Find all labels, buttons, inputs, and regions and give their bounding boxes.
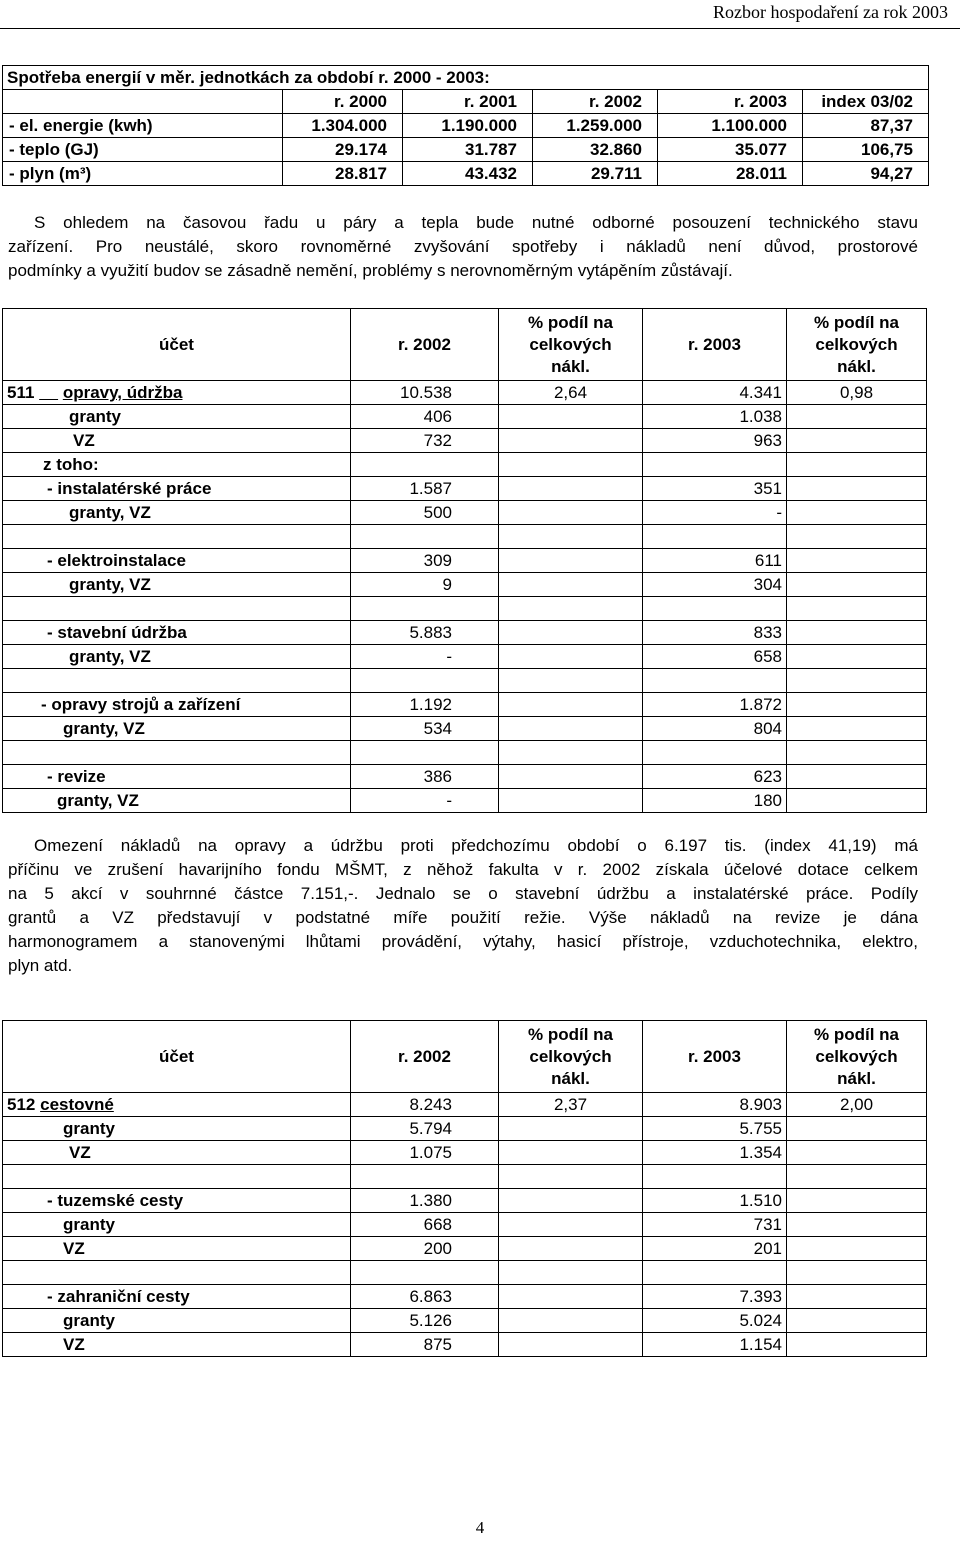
energy-title: Spotřeba energií v měr. jednotkách za období r. 2000 - 2003: (3, 66, 929, 90)
table-row (3, 1309, 927, 1333)
share-2003 (787, 549, 927, 573)
table-row (3, 741, 927, 765)
table-row (3, 453, 927, 477)
table-row (3, 621, 927, 645)
share-2002 (499, 1213, 643, 1237)
value-2003: 658 (643, 645, 787, 669)
row-label: granty, VZ (3, 573, 351, 597)
header-share-line: nákl. (837, 1068, 876, 1088)
share-2002 (499, 621, 643, 645)
paragraph-energy-note-cont (8, 235, 918, 283)
value-2002: 500 (351, 501, 499, 525)
table-header-row (3, 309, 927, 381)
row-label: - opravy strojů a zařízení (3, 693, 351, 717)
share-2003 (787, 1213, 927, 1237)
energy-value: 28.817 (283, 162, 403, 186)
paragraph-repairs-note (34, 834, 918, 858)
row-label: z toho: (3, 453, 351, 477)
share-2003 (787, 645, 927, 669)
value-2003: 8.903 (643, 1093, 787, 1117)
share-2002 (499, 645, 643, 669)
share-2002 (499, 717, 643, 741)
share-2003 (787, 717, 927, 741)
row-label (3, 1165, 351, 1189)
table-row (3, 1189, 927, 1213)
value-2003 (643, 1165, 787, 1189)
account-name: cestovné (40, 1095, 114, 1114)
header-share-line: nákl. (551, 1068, 590, 1088)
header-share-2002 (499, 309, 643, 381)
paragraph-energy-note (34, 211, 918, 235)
row-label (3, 525, 351, 549)
table-row (3, 669, 927, 693)
share-2003 (787, 1309, 927, 1333)
value-2002: 534 (351, 717, 499, 741)
header-share-line: nákl. (551, 356, 590, 376)
value-2003: 180 (643, 789, 787, 813)
share-2002 (499, 405, 643, 429)
value-2002: 875 (351, 1333, 499, 1357)
table-header-row (3, 1021, 927, 1093)
share-2003 (787, 453, 927, 477)
row-label: - instalatérské práce (3, 477, 351, 501)
energy-value: 29.174 (283, 138, 403, 162)
table-row (3, 645, 927, 669)
energy-header-row (3, 90, 929, 114)
account-number: 511 (7, 383, 35, 402)
share-2003 (787, 693, 927, 717)
row-label: VZ (3, 429, 351, 453)
share-2002: 2,64 (499, 381, 643, 405)
value-2002: 5.794 (351, 1117, 499, 1141)
value-2002: 5.883 (351, 621, 499, 645)
energy-value: 32.860 (533, 138, 658, 162)
row-label: - revize (3, 765, 351, 789)
share-2003 (787, 1261, 927, 1285)
row-label (3, 381, 351, 405)
share-2003 (787, 741, 927, 765)
share-2003 (787, 597, 927, 621)
header-share-2003 (787, 309, 927, 381)
row-label: granty (3, 1213, 351, 1237)
share-2003 (787, 669, 927, 693)
paragraph-line: příčinu ve zrušení havarijního fondu MŠMT, z něhož fakulta v r. 2002 získala účelové dotace celkem (8, 860, 918, 879)
account-separator (34, 383, 62, 402)
share-2002 (499, 549, 643, 573)
table-row (3, 477, 927, 501)
value-2003: 1.354 (643, 1141, 787, 1165)
paragraph-line: S ohledem na časovou řadu u páry a tepla bude nutné odborné posouzení technického stavu (34, 213, 918, 232)
header-share-2003 (787, 1021, 927, 1093)
value-2003: 623 (643, 765, 787, 789)
running-header: Rozbor hospodaření za rok 2003 (713, 2, 948, 22)
value-2002 (351, 1261, 499, 1285)
energy-row-label: - teplo (GJ) (3, 138, 283, 162)
value-2002: 1.380 (351, 1189, 499, 1213)
value-2003: 201 (643, 1237, 787, 1261)
table-row (3, 1141, 927, 1165)
value-2003: 1.038 (643, 405, 787, 429)
header-share-line: % podíl na (528, 312, 613, 332)
paragraph-line: podmínky a využití budov se zásadně nemění, problémy s nerovnoměrným vytápěním zůstávají. (8, 261, 733, 280)
table-row (3, 1165, 927, 1189)
header-share-line: % podíl na (814, 312, 899, 332)
value-2003: 833 (643, 621, 787, 645)
share-2002 (499, 1117, 643, 1141)
table-row (3, 381, 927, 405)
share-2003 (787, 573, 927, 597)
value-2002 (351, 525, 499, 549)
row-label: VZ (3, 1333, 351, 1357)
share-2002 (499, 1141, 643, 1165)
energy-index: 87,37 (803, 114, 929, 138)
value-2002 (351, 453, 499, 477)
share-2002 (499, 597, 643, 621)
table-row (3, 1261, 927, 1285)
header-share-line: celkových (529, 1046, 612, 1066)
table-row (3, 1333, 927, 1357)
energy-table (2, 65, 929, 186)
energy-col-header: r. 2000 (283, 90, 403, 114)
value-2003 (643, 741, 787, 765)
share-2002 (499, 1261, 643, 1285)
table-account-511 (2, 308, 927, 813)
share-2002 (499, 669, 643, 693)
value-2002: 8.243 (351, 1093, 499, 1117)
header-year-2003: r. 2003 (643, 309, 787, 381)
value-2002 (351, 741, 499, 765)
table-row (3, 789, 927, 813)
paragraph-line: plyn atd. (8, 956, 73, 975)
table-row (3, 1117, 927, 1141)
header-year-2002: r. 2002 (351, 309, 499, 381)
value-2003 (643, 1261, 787, 1285)
row-label: - elektroinstalace (3, 549, 351, 573)
energy-row (3, 162, 929, 186)
share-2002 (499, 1237, 643, 1261)
share-2002 (499, 1333, 643, 1357)
table-row (3, 597, 927, 621)
row-label: granty (3, 1309, 351, 1333)
value-2002: 1.587 (351, 477, 499, 501)
paragraph-line: grantů a VZ představují v podstatné míře použití režie. Výše nákladů na revize je dána (8, 908, 918, 927)
value-2002: 6.863 (351, 1285, 499, 1309)
row-label: granty (3, 405, 351, 429)
energy-row (3, 114, 929, 138)
header-year-2002: r. 2002 (351, 1021, 499, 1093)
value-2003: - (643, 501, 787, 525)
energy-value: 1.190.000 (403, 114, 533, 138)
table-row (3, 429, 927, 453)
value-2003: 4.341 (643, 381, 787, 405)
value-2002: - (351, 789, 499, 813)
row-label: - zahraniční cesty (3, 1285, 351, 1309)
share-2003 (787, 501, 927, 525)
share-2002 (499, 1189, 643, 1213)
share-2002 (499, 477, 643, 501)
value-2003: 1.872 (643, 693, 787, 717)
table-row (3, 1093, 927, 1117)
share-2002 (499, 453, 643, 477)
share-2003 (787, 405, 927, 429)
share-2002 (499, 1165, 643, 1189)
share-2003: 2,00 (787, 1093, 927, 1117)
value-2002 (351, 1165, 499, 1189)
share-2003 (787, 525, 927, 549)
value-2002: 406 (351, 405, 499, 429)
energy-row-label: - el. energie (kwh) (3, 114, 283, 138)
page-number: 4 (475, 1518, 485, 1537)
table-row (3, 765, 927, 789)
row-label: granty (3, 1117, 351, 1141)
row-label (3, 1093, 351, 1117)
header-rule (0, 28, 960, 29)
value-2002: 200 (351, 1237, 499, 1261)
header-share-line: celkových (815, 1046, 898, 1066)
header-share-line: % podíl na (814, 1024, 899, 1044)
share-2003 (787, 1285, 927, 1309)
row-label: - stavební údržba (3, 621, 351, 645)
header-share-2002 (499, 1021, 643, 1093)
share-2003 (787, 1189, 927, 1213)
value-2002 (351, 597, 499, 621)
energy-value: 43.432 (403, 162, 533, 186)
share-2003: 0,98 (787, 381, 927, 405)
share-2002 (499, 429, 643, 453)
energy-value: 1.259.000 (533, 114, 658, 138)
share-2003 (787, 789, 927, 813)
energy-value: 35.077 (658, 138, 803, 162)
energy-value: 1.100.000 (658, 114, 803, 138)
row-label (3, 1261, 351, 1285)
value-2003: 1.510 (643, 1189, 787, 1213)
share-2003 (787, 477, 927, 501)
header-account: účet (3, 309, 351, 381)
table-row (3, 1285, 927, 1309)
table-row (3, 717, 927, 741)
header-account: účet (3, 1021, 351, 1093)
share-2002 (499, 1309, 643, 1333)
paragraph-line: zařízení. Pro neustálé, skoro rovnoměrné zvyšování spotřeby i nákladů není důvod, prostorové (8, 237, 918, 256)
share-2003 (787, 429, 927, 453)
energy-value: 31.787 (403, 138, 533, 162)
energy-col-header: r. 2003 (658, 90, 803, 114)
share-2003 (787, 621, 927, 645)
row-label (3, 741, 351, 765)
table-account-512 (2, 1020, 927, 1357)
value-2002: 10.538 (351, 381, 499, 405)
share-2003 (787, 1117, 927, 1141)
share-2003 (787, 1165, 927, 1189)
energy-row (3, 138, 929, 162)
share-2002 (499, 789, 643, 813)
value-2002: 9 (351, 573, 499, 597)
value-2003: 7.393 (643, 1285, 787, 1309)
share-2002 (499, 1285, 643, 1309)
paragraph-line: Omezení nákladů na opravy a údržbu proti předchozímu období o 6.197 tis. (index 41,19) má (34, 836, 918, 855)
energy-value: 29.711 (533, 162, 658, 186)
value-2003: 5.755 (643, 1117, 787, 1141)
value-2003 (643, 525, 787, 549)
share-2002: 2,37 (499, 1093, 643, 1117)
value-2002: - (351, 645, 499, 669)
value-2002 (351, 669, 499, 693)
value-2002: 386 (351, 765, 499, 789)
share-2002 (499, 501, 643, 525)
value-2002: 1.075 (351, 1141, 499, 1165)
energy-col-header: r. 2002 (533, 90, 658, 114)
share-2002 (499, 525, 643, 549)
share-2003 (787, 1237, 927, 1261)
row-label (3, 597, 351, 621)
value-2003: 304 (643, 573, 787, 597)
table-row (3, 573, 927, 597)
row-label: granty, VZ (3, 501, 351, 525)
row-label: granty, VZ (3, 717, 351, 741)
row-label: - tuzemské cesty (3, 1189, 351, 1213)
header-year-2003: r. 2003 (643, 1021, 787, 1093)
share-2002 (499, 573, 643, 597)
header-share-line: nákl. (837, 356, 876, 376)
header-share-line: celkových (815, 334, 898, 354)
value-2003: 963 (643, 429, 787, 453)
value-2003: 611 (643, 549, 787, 573)
energy-col-header: index 03/02 (803, 90, 929, 114)
energy-col-header: r. 2001 (403, 90, 533, 114)
energy-value: 1.304.000 (283, 114, 403, 138)
row-label: granty, VZ (3, 645, 351, 669)
table-row (3, 549, 927, 573)
paragraph-repairs-note-cont (8, 858, 918, 978)
share-2003 (787, 1141, 927, 1165)
header-share-line: % podíl na (528, 1024, 613, 1044)
share-2002 (499, 741, 643, 765)
account-name: opravy, údržba (62, 383, 183, 402)
value-2003 (643, 597, 787, 621)
row-label: granty, VZ (3, 789, 351, 813)
value-2002: 309 (351, 549, 499, 573)
energy-index: 94,27 (803, 162, 929, 186)
row-label: VZ (3, 1141, 351, 1165)
table-row (3, 525, 927, 549)
value-2003: 731 (643, 1213, 787, 1237)
share-2003 (787, 1333, 927, 1357)
table-row (3, 501, 927, 525)
table-row (3, 1213, 927, 1237)
value-2002: 668 (351, 1213, 499, 1237)
value-2003 (643, 669, 787, 693)
energy-value: 28.011 (658, 162, 803, 186)
row-label: VZ (3, 1237, 351, 1261)
value-2003: 1.154 (643, 1333, 787, 1357)
share-2002 (499, 765, 643, 789)
value-2002: 5.126 (351, 1309, 499, 1333)
paragraph-line: na 5 akcí v souhrnné částce 7.151,-. Jednalo se o stavební údržbu a instalatérské práce. Podíly (8, 884, 918, 903)
energy-index: 106,75 (803, 138, 929, 162)
header-share-line: celkových (529, 334, 612, 354)
share-2002 (499, 693, 643, 717)
account-number: 512 (7, 1095, 36, 1114)
value-2003: 804 (643, 717, 787, 741)
row-label (3, 669, 351, 693)
value-2003: 5.024 (643, 1309, 787, 1333)
share-2003 (787, 765, 927, 789)
value-2003 (643, 453, 787, 477)
paragraph-line: harmonogramem a stanovenými lhůtami provádění, výtahy, hasicí přístroje, vzduchotechnika, elektro, (8, 932, 918, 951)
energy-row-label: - plyn (m³) (3, 162, 283, 186)
value-2002: 1.192 (351, 693, 499, 717)
table-row (3, 1237, 927, 1261)
value-2003: 351 (643, 477, 787, 501)
table-row (3, 405, 927, 429)
value-2002: 732 (351, 429, 499, 453)
table-row (3, 693, 927, 717)
